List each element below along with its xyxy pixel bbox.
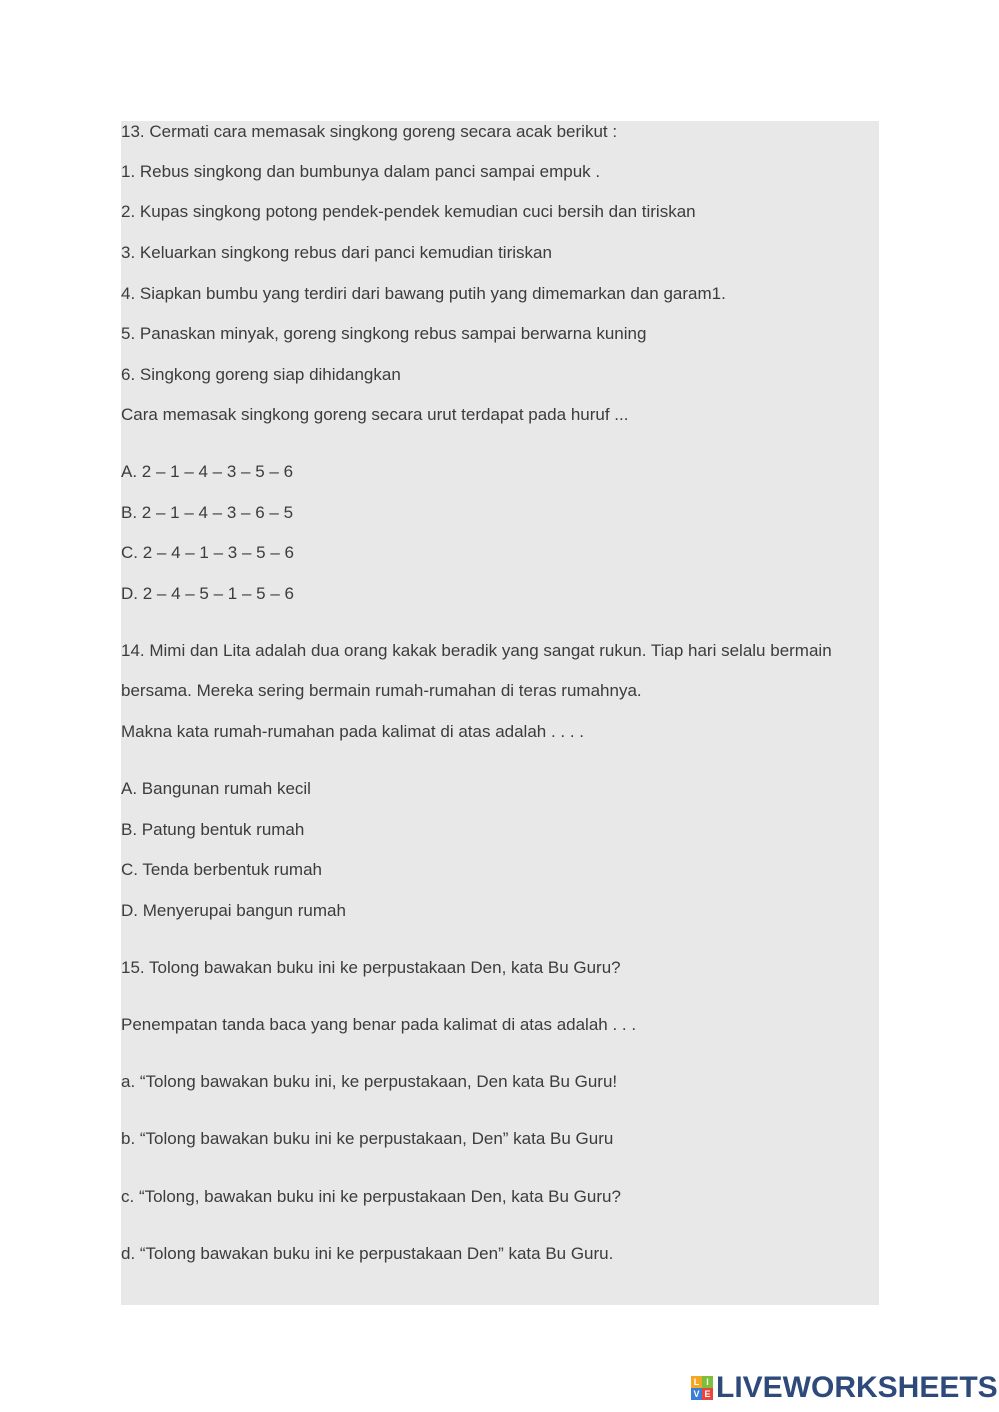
q13-option-c[interactable]: C. 2 – 4 – 1 – 3 – 5 – 6 — [121, 543, 294, 562]
q13-prompt: Cara memasak singkong goreng secara urut terdapat pada huruf ... — [121, 405, 629, 424]
q13-option-d[interactable]: D. 2 – 4 – 5 – 1 – 5 – 6 — [121, 584, 294, 603]
q13-step-1: 1. Rebus singkong dan bumbunya dalam panci sampai empuk . — [121, 162, 601, 181]
logo-wordmark: LIVEWORKSHEETS — [716, 1371, 998, 1404]
q13-option-b[interactable]: B. 2 – 1 – 4 – 3 – 6 – 5 — [121, 503, 294, 522]
q15-option-b[interactable]: b. “Tolong bawakan buku ini ke perpustakaan, Den” kata Bu Guru — [121, 1129, 614, 1148]
q13-step-5: 5. Panaskan minyak, goreng singkong rebus sampai berwarna kuning — [121, 324, 647, 343]
q15-prompt: Penempatan tanda baca yang benar pada kalimat di atas adalah . . . — [121, 1015, 637, 1034]
q15-question: 15. Tolong bawakan buku ini ke perpustakaan Den, kata Bu Guru? — [121, 958, 621, 977]
logo-letter-e: E — [702, 1388, 713, 1400]
logo-letter-v: V — [691, 1388, 702, 1400]
q15-option-c[interactable]: c. “Tolong, bawakan buku ini ke perpustakaan Den, kata Bu Guru? — [121, 1187, 621, 1206]
q14-option-c[interactable]: C. Tenda berbentuk rumah — [121, 860, 322, 879]
q14-option-a[interactable]: A. Bangunan rumah kecil — [121, 779, 311, 798]
logo-letter-l: L — [691, 1376, 702, 1388]
q14-prompt: Makna kata rumah-rumahan pada kalimat di atas adalah . . . . — [121, 722, 585, 741]
q14-option-b[interactable]: B. Patung bentuk rumah — [121, 820, 305, 839]
q13-question: 13. Cermati cara memasak singkong goreng secara acak berikut : — [121, 122, 618, 141]
q13-step-6: 6. Singkong goreng siap dihidangkan — [121, 365, 401, 384]
q14-question-line2: bersama. Mereka sering bermain rumah-rumahan di teras rumahnya. — [121, 681, 642, 700]
q14-option-d[interactable]: D. Menyerupai bangun rumah — [121, 901, 346, 920]
q14-question-line1: 14. Mimi dan Lita adalah dua orang kakak beradik yang sangat rukun. Tiap hari selalu bermain — [121, 641, 832, 660]
q15-option-a[interactable]: a. “Tolong bawakan buku ini, ke perpustakaan, Den kata Bu Guru! — [121, 1072, 618, 1091]
logo-mark-icon — [691, 1376, 713, 1400]
q13-step-2: 2. Kupas singkong potong pendek-pendek kemudian cuci bersih dan tiriskan — [121, 202, 696, 221]
liveworksheets-logo[interactable] — [691, 1371, 998, 1405]
q13-step-3: 3. Keluarkan singkong rebus dari panci kemudian tiriskan — [121, 243, 552, 262]
logo-letter-i: I — [702, 1376, 713, 1388]
q13-step-4: 4. Siapkan bumbu yang terdiri dari bawang putih yang dimemarkan dan garam1. — [121, 284, 726, 303]
q15-option-d[interactable]: d. “Tolong bawakan buku ini ke perpustakaan Den” kata Bu Guru. — [121, 1244, 614, 1263]
q13-option-a[interactable]: A. 2 – 1 – 4 – 3 – 5 – 6 — [121, 462, 294, 481]
